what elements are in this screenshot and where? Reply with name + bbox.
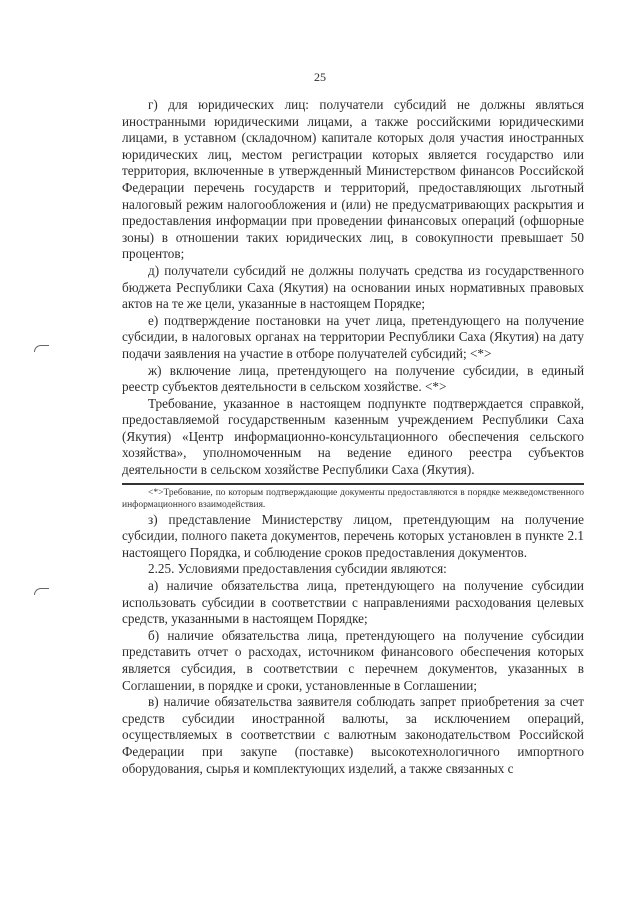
- margin-bracket-mark: [34, 345, 49, 352]
- document-body: [122, 97, 584, 777]
- paragraph-item-v: в) наличие обязательства заявителя соблюдать запрет приобретения за счет средств субсидии иностранной валюты, за исключением операций, осуществляемых в соответствии с валютным законодательством Российской Федерации при закупе (поставке) высокотехнологичного импортного оборудования, сырья и комплектующих изделий, а также связанных с: [122, 694, 584, 776]
- paragraph-item-z: з) представление Министерству лицом, претендующим на получение субсидии, полного пакета документов, перечень которых установлен в пункте 2.1 настоящего Порядка, и соблюдение сроков предоставления документов.: [122, 511, 584, 560]
- paragraph-item-a: а) наличие обязательства лица, претендующего на получение субсидии использовать субсидии в соответствии с направлениями расходования целевых средств, указанными в настоящем Порядке;: [122, 578, 584, 627]
- footnote: <*>Требование, по которым подтверждающие документы предоставляются в порядке межведомственного информационного взаимодействия.: [122, 487, 584, 511]
- paragraph-item-e: е) подтверждение постановки на учет лица, претендующего на получение субсидии, в налоговых органах на территории Республики Саха (Якутия) на дату подачи заявления на участие в отборе получателей субсидий; <*>: [122, 312, 584, 361]
- page-number: 25: [314, 70, 326, 84]
- paragraph-requirement-note: Требование, указанное в настоящем подпункте подтверждается справкой, предоставляемой государственным казенным учреждением Республики Саха (Якутия) «Центр информационно-консультационного обеспечения сельского хозяйства», уполномоченным на ведение единого реестра субъектов деятельности в сельском хозяйстве Республики Саха (Якутия).: [122, 395, 584, 478]
- footnote-divider: [122, 483, 584, 485]
- paragraph-item-b: б) наличие обязательства лица, претендующего на получение субсидии представить отчет о расходах, источником финансового обеспечения которых является субсидия, в соответствии с перечнем документов, указанных в Соглашении, в порядке и сроки, установленные в Соглашении;: [122, 627, 584, 693]
- margin-bracket-mark: [34, 588, 49, 595]
- paragraph-item-d: д) получатели субсидий не должны получать средства из государственного бюджета Республики Саха (Якутия) на основании иных нормативных правовых актов на те же цели, указанные в настоящем Порядке;: [122, 262, 584, 312]
- paragraph-item-zh: ж) включение лица, претендующего на получение субсидии, в единый реестр субъектов деятельности в сельском хозяйстве. <*>: [122, 362, 584, 395]
- paragraph-item-g: г) для юридических лиц: получатели субсидий не должны являться иностранными юридическими лицами, а также российскими юридическими лицами, в уставном (складочном) капитале которых доля участия иностранных юридических лиц, местом регистрации которых является государство или территория, включенные в утвержденный Министерством финансов Российской Федерации перечень государств и территорий, предоставляющих льготный налоговый режим налогообложения и (или) не предусматривающих раскрытия и предоставления информации при проведении финансовых операций (офшорные зоны) в отношении таких юридических лиц, в совокупности превышает 50 процентов;: [122, 97, 584, 262]
- paragraph-section-2-25: 2.25. Условиями предоставления субсидии являются:: [148, 561, 447, 577]
